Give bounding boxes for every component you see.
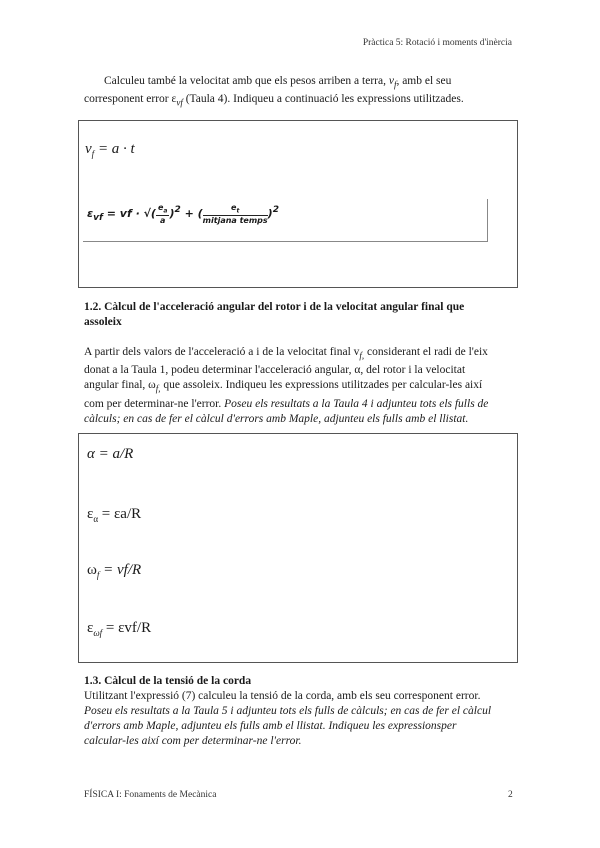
section-1-3: 1.3. Càlcul de la tensió de la corda Utilitzant l'expressió (7) calculeu la tensió de la corda, amb els seu corresponent error. Poseu els resultats a la Taula 5 i adjunteu tots els fulls de càlculs; en cas de fer el càlcul d'errors amb Maple, adjunteu els fulls amb el llistat. Indiqueu les expressionsper calcular-les així com per determinar-ne l'error. <box>84 674 516 749</box>
intro-paragraph <box>84 74 514 111</box>
equation-angular-acceleration-error: $\varepsilon_\alpha = \varepsilon a/R$ <box>87 506 142 524</box>
equation-final-angular-velocity: $\omega_f = vf/R$ <box>87 562 142 580</box>
section-1-3-heading: 1.3. Càlcul de la tensió de la corda <box>84 675 252 687</box>
page-header: Pràctica 5: Rotació i moments d'inèrcia <box>362 38 512 48</box>
intro-line-1: Calculeu també la velocitat amb que els pesos arriben a terra, $v_f$, amb el seu <box>104 75 452 90</box>
equation-velocity-error: $\varepsilon_{vf}$ = vf · √( $\frac{e_a}{a}$ )$^2$ + ( $\frac{e_t}{\text{mitjana temps}}$ )$^2$ <box>87 203 279 225</box>
footer-course-title: FÍSICA I: Fonaments de Mecànica <box>84 790 217 800</box>
intro-line-2: corresponent error $\varepsilon_{vf}$ (Taula 4). Indiqueu a continuació les expressions utilitzades. <box>84 93 464 108</box>
fraction-ea-over-a: $\frac{e_a}{a}$ <box>157 203 168 225</box>
equation-angular-acceleration: α = a/R <box>87 446 134 462</box>
section-1-2-heading: 1.2. Càlcul de l'acceleració angular del rotor i de la velocitat angular final que assoleix <box>84 301 465 328</box>
answer-box-velocity <box>78 120 518 288</box>
answer-box-angular <box>78 433 518 663</box>
equation-angular-velocity-error: $\varepsilon_{\omega f} = \varepsilon vf/R$ <box>87 620 152 638</box>
fraction-et-over-mean-time: $\frac{e_t}{\text{mitjana temps}}$ <box>202 203 268 225</box>
equation-final-velocity: $v_f = a \cdot t$ <box>85 141 135 159</box>
section-1-2-paragraph: A partir dels valors de l'acceleració a i de la velocitat final $v_{f,}$ considerant el radi de l'eix donat a la Taula 1, podeu determinar l'acceleració angular, α, del rotor i la velocitat angular final, $\omega_{f,}$ que assoleix. Indiqueu les expressions utilitzades per calcular-les així com per determinar-ne l'error. Poseu els resultats a la Taula 4 i adjunteu tots els fulls de càlculs; en cas de fer el càlcul d'errors amb Maple, adjunteu els fulls amb el llistat. <box>84 346 489 425</box>
footer-page-number: 2 <box>508 790 513 800</box>
